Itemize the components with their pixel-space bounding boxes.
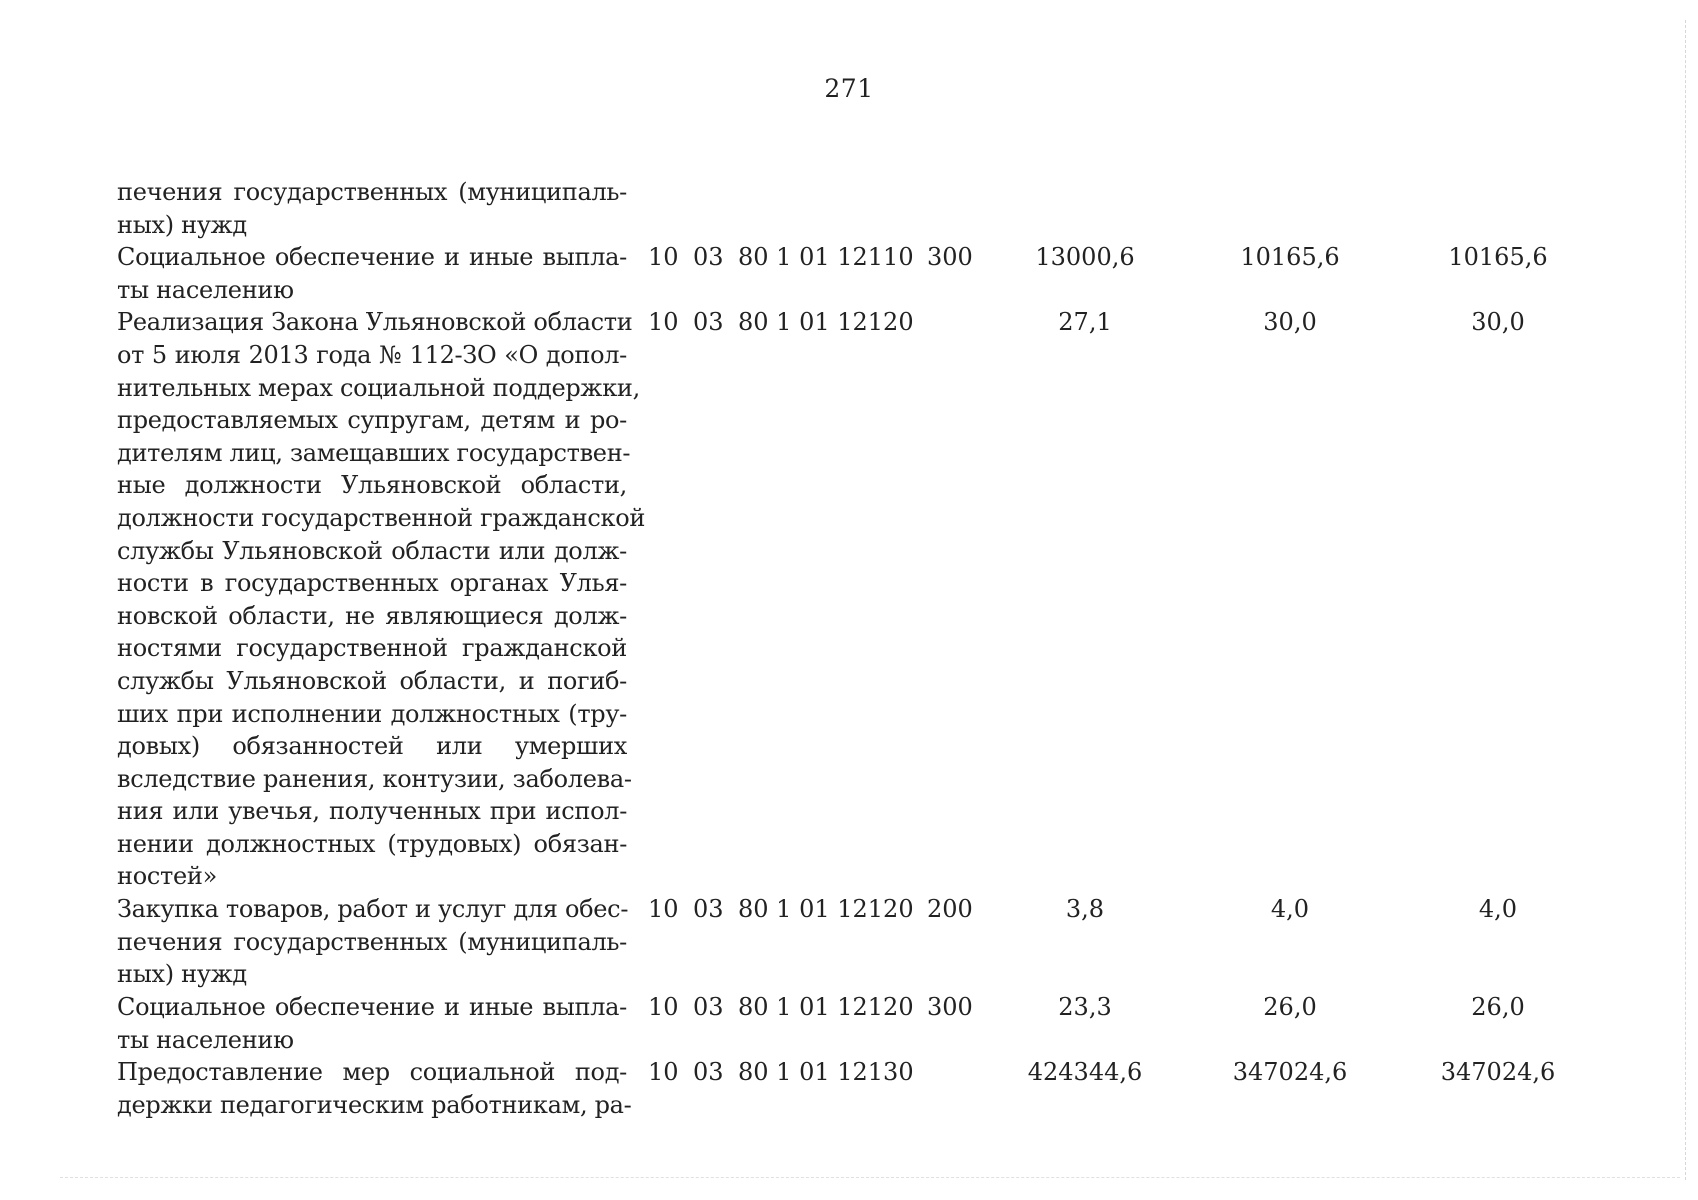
- description-line: держки педагогическим работникам, ра-: [117, 1090, 632, 1119]
- section-code: 10: [648, 308, 679, 337]
- description-line: ших при исполнении должностных (тру-: [117, 699, 627, 728]
- target-article-code: 80 1 01 12130: [738, 1058, 914, 1087]
- budget-table: [0, 176, 1698, 1121]
- amount-year-2: 347024,6: [1232, 1058, 1348, 1087]
- amount-year-2: 30,0: [1263, 308, 1317, 337]
- description-line: ности в государственных органах Улья-: [117, 569, 627, 598]
- description-line: ния или увечья, полученных при испол-: [117, 797, 627, 826]
- subsection-code: 03: [693, 992, 724, 1021]
- row-description: [117, 306, 646, 893]
- amount-year-3: 30,0: [1471, 308, 1525, 337]
- amount-year-2: 26,0: [1263, 992, 1317, 1021]
- expense-type-code: 200: [927, 895, 973, 924]
- description-line: довых) обязанностей или умерших: [117, 732, 627, 761]
- description-line: печения государственных (муниципаль-: [117, 178, 627, 206]
- target-article-code: 80 1 01 12110: [738, 243, 914, 272]
- description-line: новской области, не являющиеся долж-: [117, 601, 627, 630]
- expense-type-code: 300: [927, 243, 973, 272]
- description-line: вследствие ранения, контузии, заболева-: [117, 764, 632, 793]
- row-description: [117, 1056, 632, 1121]
- target-article-code: 80 1 01 12120: [738, 992, 914, 1021]
- amount-year-2: 4,0: [1270, 895, 1310, 924]
- page-number: 271: [824, 74, 874, 103]
- description-line: ные должности Ульяновской области,: [117, 471, 627, 500]
- subsection-code: 03: [693, 308, 724, 337]
- section-code: 10: [648, 992, 679, 1021]
- description-line: ных) нужд: [117, 210, 247, 239]
- section-code: 10: [648, 243, 679, 272]
- description-line: Социальное обеспечение и иные выпла-: [117, 243, 627, 272]
- section-code: 10: [648, 1058, 679, 1087]
- description-line: Предоставление мер социальной под-: [117, 1058, 627, 1087]
- subsection-code: 03: [693, 243, 724, 272]
- table-row: [0, 893, 1698, 991]
- table-row: [0, 241, 1698, 306]
- description-line: Закупка товаров, работ и услуг для обес-: [117, 895, 629, 924]
- description-line: ностями государственной гражданской: [117, 634, 627, 663]
- amount-year-3: 26,0: [1471, 992, 1525, 1021]
- table-row: [0, 306, 1698, 893]
- description-line: Социальное обеспечение и иные выпла-: [117, 992, 627, 1021]
- amount-year-1: 23,3: [1058, 992, 1112, 1021]
- amount-year-1: 424344,6: [1027, 1058, 1143, 1087]
- description-line: ты населению: [117, 1025, 294, 1054]
- description-line: ностей»: [117, 862, 217, 891]
- row-description: [117, 176, 627, 241]
- amount-year-1: 13000,6: [1035, 243, 1135, 272]
- amount-year-3: 10165,6: [1448, 243, 1548, 272]
- scan-edge-line: [1684, 20, 1686, 1180]
- description-line: Реализация Закона Ульяновской области: [117, 308, 633, 337]
- row-description: [117, 241, 627, 306]
- expense-type-code: 300: [927, 992, 973, 1021]
- description-line: печения государственных (муниципаль-: [117, 927, 627, 956]
- description-line: нительных мерах социальной поддержки,: [117, 373, 640, 402]
- description-line: должности государственной гражданской: [117, 503, 646, 532]
- description-line: от 5 июля 2013 года № 112-ЗО «О допол-: [117, 340, 627, 369]
- target-article-code: 80 1 01 12120: [738, 895, 914, 924]
- amount-year-1: 27,1: [1058, 308, 1112, 337]
- description-line: дителям лиц, замещавших государствен-: [117, 438, 631, 467]
- subsection-code: 03: [693, 895, 724, 924]
- amount-year-3: 347024,6: [1440, 1058, 1556, 1087]
- table-row: [0, 991, 1698, 1056]
- row-description: [117, 991, 627, 1056]
- row-description: [117, 893, 627, 991]
- amount-year-2: 10165,6: [1240, 243, 1340, 272]
- description-line: нении должностных (трудовых) обязан-: [117, 829, 627, 858]
- description-line: предоставляемых супругам, детям и ро-: [117, 406, 627, 435]
- amount-year-3: 4,0: [1478, 895, 1518, 924]
- description-line: службы Ульяновской области или долж-: [117, 536, 627, 565]
- table-row: [0, 176, 1698, 241]
- description-line: службы Ульяновской области, и погиб-: [117, 666, 627, 695]
- scan-bottom-line: [60, 1176, 1680, 1178]
- description-line: ных) нужд: [117, 960, 247, 989]
- section-code: 10: [648, 895, 679, 924]
- description-line: ты населению: [117, 275, 294, 304]
- amount-year-1: 3,8: [1065, 895, 1105, 924]
- subsection-code: 03: [693, 1058, 724, 1087]
- target-article-code: 80 1 01 12120: [738, 308, 914, 337]
- table-row: [0, 1056, 1698, 1121]
